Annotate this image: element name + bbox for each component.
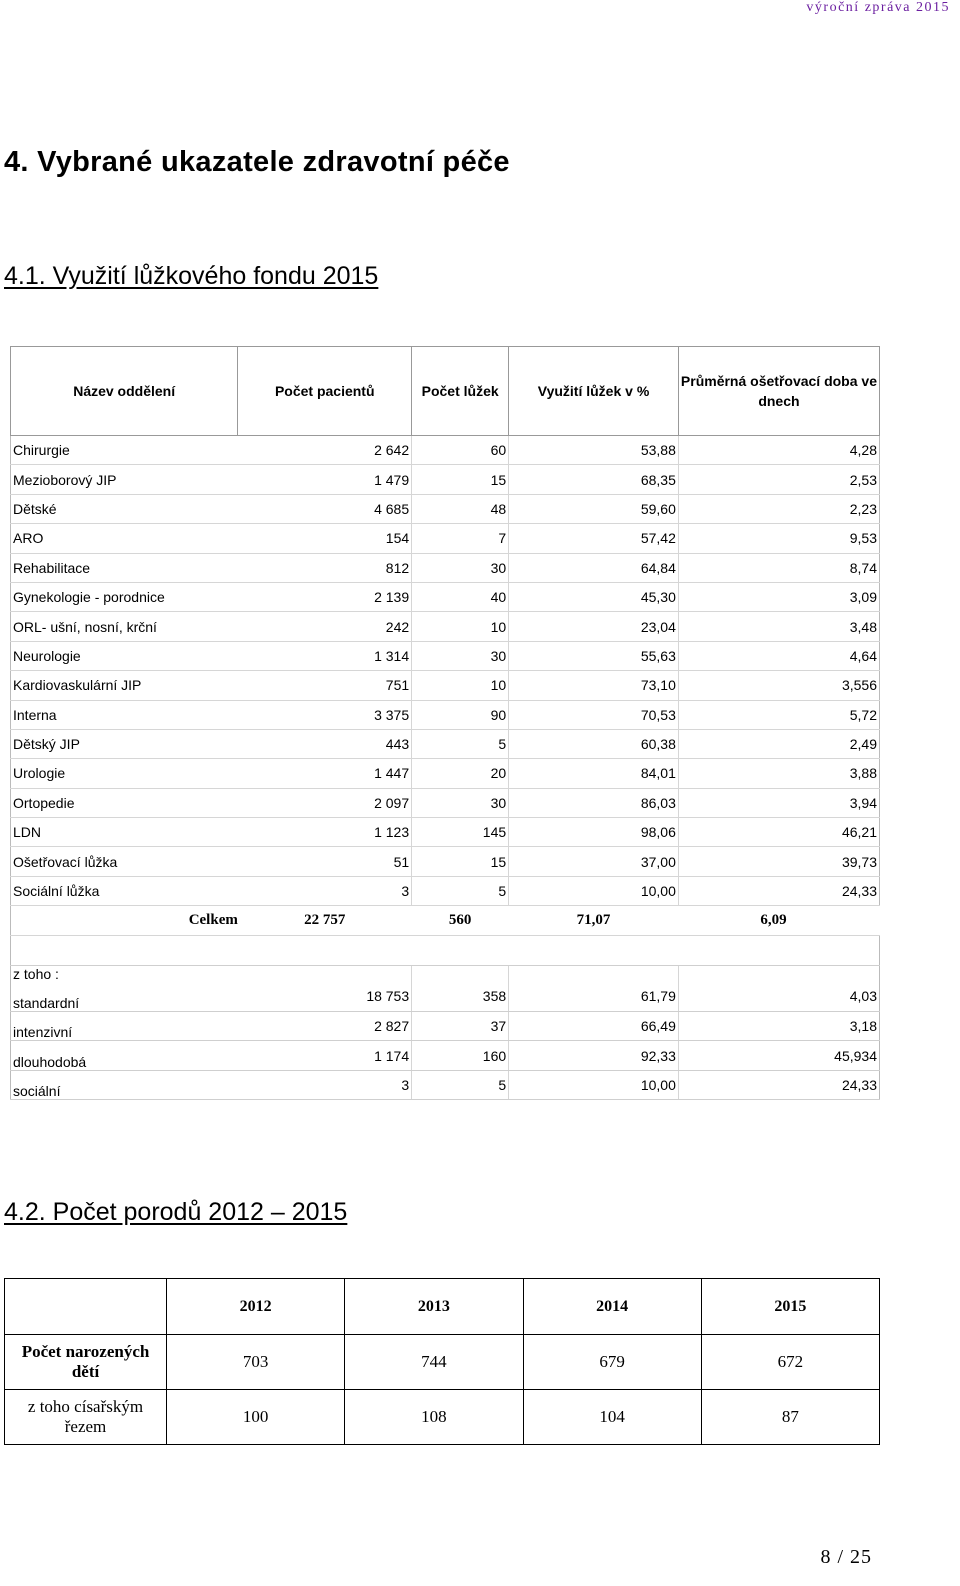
department-name: Chirurgie (11, 436, 238, 465)
avg-stay-days: 2,49 (678, 729, 879, 758)
patients-count: 4 685 (238, 494, 412, 523)
row-label-births: Počet narozených dětí (5, 1335, 167, 1390)
breakdown-category: sociální (11, 1070, 238, 1100)
breakdown-avg-stay: 4,03 (678, 982, 879, 1012)
bed-usage-percent: 98,06 (509, 818, 679, 847)
column-header-beds: Počet lůžek (412, 347, 509, 436)
total-row (11, 906, 880, 936)
bed-usage-percent: 86,03 (509, 788, 679, 817)
breakdown-avg-stay: 3,18 (678, 1011, 879, 1041)
caesarean-value: 108 (345, 1390, 523, 1445)
births-corner-cell (5, 1279, 167, 1335)
breakdown-row (11, 1070, 880, 1100)
patients-count: 3 (238, 876, 412, 905)
total-patients: 22 757 (238, 906, 412, 936)
department-name: Dětské (11, 494, 238, 523)
year-header: 2015 (701, 1279, 879, 1335)
bed-usage-percent: 60,38 (509, 729, 679, 758)
breakdown-usage: 10,00 (509, 1070, 679, 1100)
department-name: Neurologie (11, 641, 238, 670)
department-name: LDN (11, 818, 238, 847)
births-row (5, 1335, 880, 1390)
breakdown-rows (11, 936, 880, 1100)
patients-count: 1 123 (238, 818, 412, 847)
births-value: 703 (167, 1335, 345, 1390)
births-year-row (5, 1279, 880, 1335)
department-row (11, 465, 880, 494)
births-table (4, 1278, 880, 1445)
beds-count: 30 (412, 553, 509, 582)
avg-stay-days: 46,21 (678, 818, 879, 847)
breakdown-row (11, 1041, 880, 1071)
bed-usage-percent: 55,63 (509, 641, 679, 670)
avg-stay-days: 3,09 (678, 582, 879, 611)
column-header-patients: Počet pacientů (238, 347, 412, 436)
department-row (11, 582, 880, 611)
department-row (11, 759, 880, 788)
avg-stay-days: 4,64 (678, 641, 879, 670)
avg-stay-days: 8,74 (678, 553, 879, 582)
beds-count: 60 (412, 436, 509, 465)
year-header: 2013 (345, 1279, 523, 1335)
total-avg-stay: 6,09 (678, 906, 879, 936)
beds-count: 30 (412, 641, 509, 670)
department-name: Urologie (11, 759, 238, 788)
avg-stay-days: 5,72 (678, 700, 879, 729)
patients-count: 2 097 (238, 788, 412, 817)
avg-stay-days: 3,48 (678, 612, 879, 641)
department-row (11, 641, 880, 670)
caesarean-value: 104 (523, 1390, 701, 1445)
department-name: Mezioborový JIP (11, 465, 238, 494)
bed-usage-header-row (11, 347, 880, 436)
patients-count: 1 447 (238, 759, 412, 788)
breakdown-avg-stay: 24,33 (678, 1070, 879, 1100)
department-name: Rehabilitace (11, 553, 238, 582)
bed-usage-percent: 10,00 (509, 876, 679, 905)
department-name: Ošetřovací lůžka (11, 847, 238, 876)
beds-count: 5 (412, 876, 509, 905)
avg-stay-days: 3,94 (678, 788, 879, 817)
breakdown-usage: 61,79 (509, 982, 679, 1012)
column-header-department: Název oddělení (11, 347, 238, 436)
beds-count: 30 (412, 788, 509, 817)
patients-count: 2 139 (238, 582, 412, 611)
avg-stay-days: 2,23 (678, 494, 879, 523)
caesarean-value: 87 (701, 1390, 879, 1445)
total-usage: 71,07 (509, 906, 679, 936)
bed-usage-percent: 45,30 (509, 582, 679, 611)
department-row (11, 524, 880, 553)
department-name: Sociální lůžka (11, 876, 238, 905)
patients-count: 443 (238, 729, 412, 758)
avg-stay-days: 4,28 (678, 436, 879, 465)
department-name: Ortopedie (11, 788, 238, 817)
bed-usage-percent: 64,84 (509, 553, 679, 582)
department-row (11, 876, 880, 905)
breakdown-row (11, 982, 880, 1012)
breakdown-beds: 5 (412, 1070, 509, 1100)
breakdown-beds: 37 (412, 1011, 509, 1041)
breakdown-usage: 66,49 (509, 1011, 679, 1041)
breakdown-patients: 3 (238, 1070, 412, 1100)
breakdown-beds: 160 (412, 1041, 509, 1071)
department-row (11, 436, 880, 465)
breakdown-patients: 1 174 (238, 1041, 412, 1071)
page-number: 8 / 25 (820, 1546, 872, 1568)
department-name: Kardiovaskulární JIP (11, 671, 238, 700)
patients-count: 242 (238, 612, 412, 641)
patients-count: 154 (238, 524, 412, 553)
breakdown-avg-stay: 45,934 (678, 1041, 879, 1071)
department-row (11, 671, 880, 700)
breakdown-patients: 2 827 (238, 1011, 412, 1041)
breakdown-patients: 18 753 (238, 982, 412, 1012)
bed-usage-table (10, 346, 880, 1100)
breakdown-category: dlouhodobá (11, 1041, 238, 1071)
beds-section-title: 4.1. Využití lůžkového fondu 2015 (4, 262, 379, 290)
column-header-usage: Využití lůžek v % (509, 347, 679, 436)
avg-stay-days: 24,33 (678, 876, 879, 905)
beds-count: 48 (412, 494, 509, 523)
breakdown-label: z toho : (11, 965, 238, 982)
patients-count: 812 (238, 553, 412, 582)
bed-usage-percent: 73,10 (509, 671, 679, 700)
department-name: Dětský JIP (11, 729, 238, 758)
department-row (11, 612, 880, 641)
bed-usage-percent: 70,53 (509, 700, 679, 729)
births-value: 679 (523, 1335, 701, 1390)
beds-count: 145 (412, 818, 509, 847)
beds-count: 5 (412, 729, 509, 758)
breakdown-row (11, 1011, 880, 1041)
patients-count: 751 (238, 671, 412, 700)
patients-count: 1 479 (238, 465, 412, 494)
avg-stay-days: 2,53 (678, 465, 879, 494)
bed-usage-percent: 84,01 (509, 759, 679, 788)
avg-stay-days: 3,88 (678, 759, 879, 788)
report-header: výroční zpráva 2015 (806, 0, 950, 15)
bed-usage-percent: 37,00 (509, 847, 679, 876)
department-row (11, 729, 880, 758)
department-row (11, 788, 880, 817)
beds-count: 40 (412, 582, 509, 611)
breakdown-beds: 358 (412, 982, 509, 1012)
bed-usage-rows (11, 436, 880, 906)
year-header: 2012 (167, 1279, 345, 1335)
beds-count: 10 (412, 671, 509, 700)
bed-usage-percent: 59,60 (509, 494, 679, 523)
bed-usage-percent: 53,88 (509, 436, 679, 465)
department-row (11, 553, 880, 582)
row-label-caesarean: z toho císařským řezem (5, 1390, 167, 1445)
beds-count: 20 (412, 759, 509, 788)
births-value: 672 (701, 1335, 879, 1390)
department-row (11, 494, 880, 523)
department-row (11, 847, 880, 876)
department-name: ORL- ušní, nosní, krční (11, 612, 238, 641)
avg-stay-days: 9,53 (678, 524, 879, 553)
total-beds: 560 (412, 906, 509, 936)
bed-usage-percent: 57,42 (509, 524, 679, 553)
patients-count: 1 314 (238, 641, 412, 670)
department-row (11, 818, 880, 847)
department-row (11, 700, 880, 729)
beds-count: 90 (412, 700, 509, 729)
beds-count: 15 (412, 465, 509, 494)
beds-count: 7 (412, 524, 509, 553)
avg-stay-days: 3,556 (678, 671, 879, 700)
beds-count: 10 (412, 612, 509, 641)
section-title: 4. Vybrané ukazatele zdravotní péče (4, 146, 510, 178)
beds-count: 15 (412, 847, 509, 876)
avg-stay-days: 39,73 (678, 847, 879, 876)
year-header: 2014 (523, 1279, 701, 1335)
breakdown-usage: 92,33 (509, 1041, 679, 1071)
births-value: 744 (345, 1335, 523, 1390)
department-name: Interna (11, 700, 238, 729)
caesarean-row (5, 1390, 880, 1445)
department-name: ARO (11, 524, 238, 553)
patients-count: 3 375 (238, 700, 412, 729)
breakdown-category: standardní (11, 982, 238, 1012)
patients-count: 2 642 (238, 436, 412, 465)
caesarean-value: 100 (167, 1390, 345, 1445)
total-label: Celkem (11, 906, 238, 936)
column-header-avg-stay: Průměrná ošetřovací doba ve dnech (678, 347, 879, 436)
department-name: Gynekologie - porodnice (11, 582, 238, 611)
patients-count: 51 (238, 847, 412, 876)
bed-usage-percent: 68,35 (509, 465, 679, 494)
breakdown-category: intenzivní (11, 1011, 238, 1041)
births-section-title: 4.2. Počet porodů 2012 – 2015 (4, 1198, 348, 1226)
bed-usage-percent: 23,04 (509, 612, 679, 641)
